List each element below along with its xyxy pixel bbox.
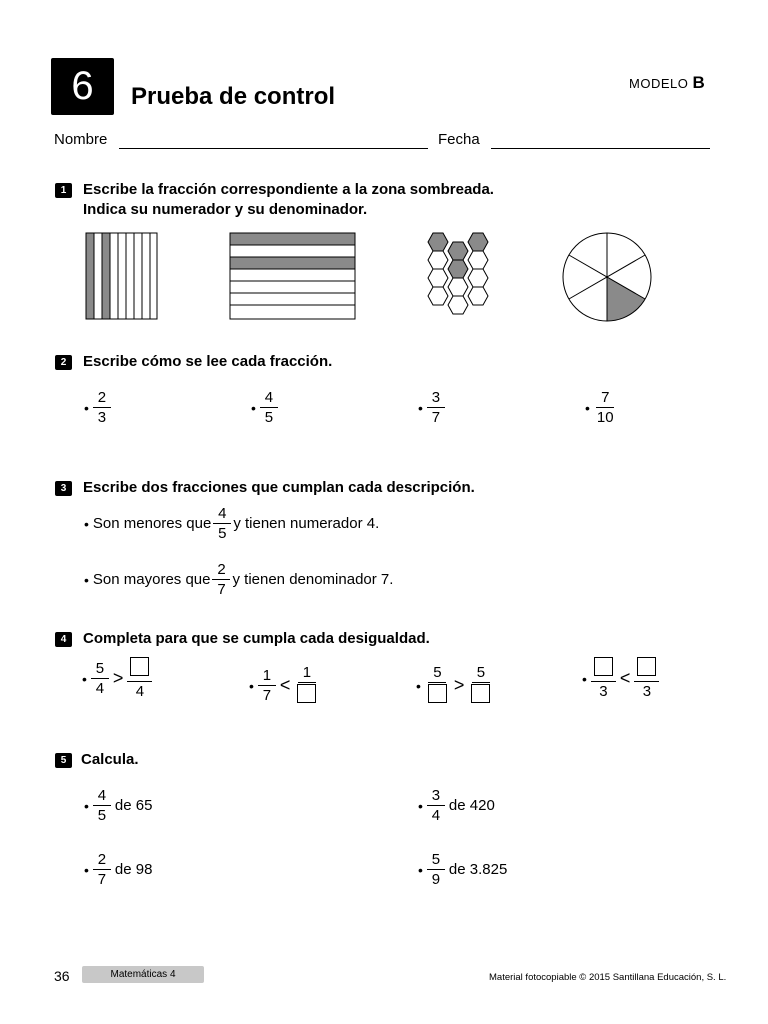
bullet: • — [418, 797, 423, 814]
section-5-number: 5 — [55, 753, 72, 768]
strip-white — [94, 233, 102, 319]
s3-text-before: Son menores que — [92, 515, 212, 532]
s3-text-after: y tienen numerador 4. — [233, 515, 380, 532]
denominator: 4 — [135, 683, 145, 700]
section-1-title-line1: Escribe la fracción correspondiente a la zona sombreada. — [83, 181, 494, 198]
fraction — [591, 657, 616, 700]
s2-item-4 — [585, 389, 617, 426]
answer-box[interactable] — [471, 684, 490, 703]
strip-shaded — [102, 233, 110, 319]
figure-horizontal-strips — [229, 232, 357, 321]
hexagon-shaded — [448, 260, 468, 278]
bullet: • — [416, 677, 421, 694]
section-3-title: Escribe dos fracciones que cumplan cada descripción. — [83, 479, 475, 496]
section-2-title: Escribe cómo se lee cada fracción. — [83, 353, 333, 370]
denominator: 3 — [97, 409, 107, 426]
section-1-number: 1 — [55, 183, 72, 198]
answer-box[interactable] — [428, 684, 447, 703]
numerator: 4 — [260, 389, 278, 408]
fraction — [594, 389, 617, 426]
answer-box[interactable] — [297, 684, 316, 703]
numerator: 1 — [258, 667, 276, 686]
section-2-number: 2 — [55, 355, 72, 370]
s2-item-1 — [84, 389, 111, 426]
bullet: • — [418, 399, 423, 416]
strip — [134, 233, 142, 319]
modelo-text: MODELO — [629, 76, 689, 91]
date-label: Fecha — [438, 131, 480, 148]
row-shaded — [230, 257, 355, 269]
bullet: • — [84, 399, 89, 416]
denominator: 10 — [596, 409, 614, 426]
s5-item-4 — [418, 851, 507, 888]
hexagon — [448, 296, 468, 314]
s5-text: de 3.825 — [448, 861, 508, 878]
s2-item-3 — [418, 389, 445, 426]
circle-sector-shaded — [607, 277, 645, 321]
name-label: Nombre — [54, 131, 108, 148]
strip — [110, 233, 118, 319]
s5-item-1 — [84, 787, 152, 824]
answer-box[interactable] — [594, 657, 613, 676]
bullet: • — [84, 797, 89, 814]
fraction — [425, 664, 450, 707]
fraction — [427, 389, 445, 426]
bullet: • — [585, 399, 590, 416]
fraction — [91, 660, 109, 697]
fraction — [127, 657, 152, 700]
s3-item-2 — [84, 561, 393, 598]
hexagon — [448, 278, 468, 296]
date-line[interactable] — [491, 148, 710, 149]
strip — [126, 233, 134, 319]
denominator: 5 — [218, 525, 227, 542]
denominator: 9 — [431, 871, 441, 888]
numerator: 2 — [93, 389, 111, 408]
bullet: • — [582, 670, 587, 687]
numerator: 7 — [596, 389, 614, 408]
strip — [118, 233, 126, 319]
bullet: • — [84, 861, 89, 878]
bullet: • — [249, 677, 254, 694]
figure-vertical-strips — [85, 232, 159, 321]
row — [230, 293, 355, 305]
numerator: 2 — [212, 561, 230, 580]
figure-hexagons — [426, 231, 490, 321]
bullet: • — [251, 399, 256, 416]
figure-circle — [559, 232, 655, 322]
modelo-letter: B — [692, 73, 706, 92]
answer-box[interactable] — [637, 657, 656, 676]
strip-shaded — [86, 233, 94, 319]
denominator: 7 — [217, 581, 226, 598]
section-4-title: Completa para que se cumpla cada desigualdad. — [83, 630, 430, 647]
numerator: 4 — [93, 787, 111, 806]
s4-item-1 — [82, 657, 152, 700]
numerator: 5 — [91, 660, 109, 679]
fraction — [93, 787, 111, 824]
section-1-title-line2: Indica su numerador y su denominador. — [83, 201, 368, 218]
denominator: 5 — [97, 807, 107, 824]
fraction — [634, 657, 659, 700]
comparison-sign: < — [279, 675, 291, 695]
fraction — [93, 851, 111, 888]
s5-text: de 420 — [448, 797, 495, 814]
hexagon-shaded — [448, 242, 468, 260]
fraction — [93, 389, 111, 426]
comparison-sign: < — [619, 668, 631, 688]
book-label: Matemáticas 4 — [82, 966, 204, 983]
bullet: • — [84, 515, 89, 532]
comparison-sign: > — [112, 668, 124, 688]
fraction — [212, 561, 230, 598]
row-shaded — [230, 233, 355, 245]
strip — [142, 233, 150, 319]
fraction — [427, 787, 445, 824]
s5-item-2 — [418, 787, 495, 824]
row — [230, 305, 355, 319]
hexagon — [468, 287, 488, 305]
numerator: 2 — [93, 851, 111, 870]
hexagon — [428, 287, 448, 305]
answer-box[interactable] — [130, 657, 149, 676]
bullet: • — [84, 571, 89, 588]
name-line[interactable] — [119, 148, 428, 149]
row — [230, 281, 355, 293]
fraction — [213, 505, 231, 542]
denominator: 3 — [599, 683, 608, 700]
s3-text-after: y tienen denominador 7. — [232, 571, 394, 588]
strip — [150, 233, 157, 319]
denominator: 3 — [642, 683, 652, 700]
denominator: 7 — [97, 871, 107, 888]
denominator: 5 — [264, 409, 274, 426]
numerator: 5 — [427, 851, 445, 870]
denominator: 7 — [262, 687, 272, 704]
hexagon — [468, 251, 488, 269]
copyright-notice: Material fotocopiable © 2015 Santillana Educación, S. L. — [489, 972, 727, 983]
s4-item-3 — [416, 664, 493, 707]
section-1-title — [83, 180, 494, 220]
hexagon-shaded — [468, 233, 488, 251]
section-3-number: 3 — [55, 481, 72, 496]
hexagon — [428, 251, 448, 269]
numerator: 5 — [428, 664, 446, 683]
numerator: 4 — [213, 505, 231, 524]
fraction — [258, 667, 276, 704]
numerator: 5 — [472, 664, 490, 683]
s5-text: de 65 — [114, 797, 153, 814]
s2-item-2 — [251, 389, 278, 426]
fraction — [427, 851, 445, 888]
bullet: • — [82, 670, 87, 687]
fraction — [468, 664, 493, 707]
s3-item-1 — [84, 505, 379, 542]
hexagon — [428, 269, 448, 287]
section-5-title: Calcula. — [81, 751, 139, 768]
numerator: 3 — [427, 787, 445, 806]
fraction — [260, 389, 278, 426]
numerator: 1 — [298, 664, 316, 683]
modelo-label — [629, 73, 705, 93]
denominator: 7 — [431, 409, 441, 426]
bullet: • — [418, 861, 423, 878]
numerator: 3 — [427, 389, 445, 408]
s5-item-3 — [84, 851, 152, 888]
denominator: 4 — [95, 680, 105, 697]
page-number: 36 — [54, 968, 70, 984]
section-4-number: 4 — [55, 632, 72, 647]
denominator: 4 — [431, 807, 441, 824]
row — [230, 269, 355, 281]
comparison-sign: > — [453, 675, 465, 695]
row — [230, 245, 355, 257]
hexagon — [468, 269, 488, 287]
s4-item-4 — [582, 657, 659, 700]
page-title: Prueba de control — [131, 83, 336, 110]
s5-text: de 98 — [114, 861, 153, 878]
s4-item-2 — [249, 664, 319, 707]
unit-number-box: 6 — [51, 58, 114, 115]
s3-text-before: Son mayores que — [92, 571, 211, 588]
fraction — [294, 664, 319, 707]
hexagon-shaded — [428, 233, 448, 251]
